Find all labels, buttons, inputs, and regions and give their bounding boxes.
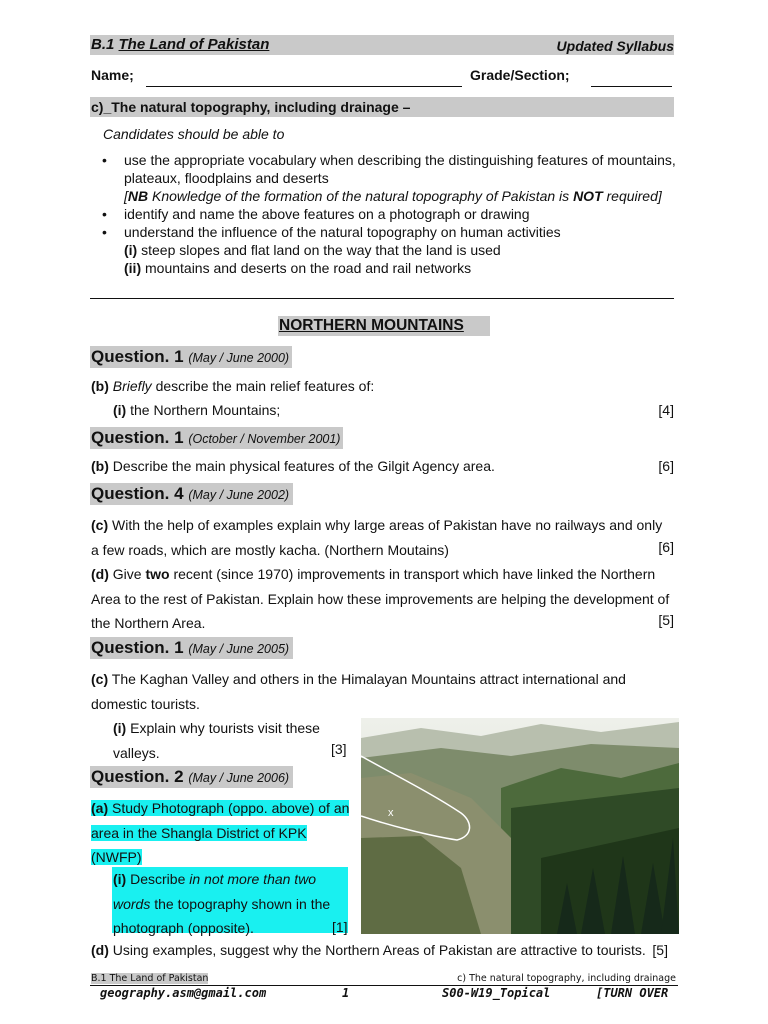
footer-right-small: c) The natural topography, including drainage bbox=[457, 973, 676, 984]
divider bbox=[90, 298, 674, 299]
q2-heading: Question. 1 (October / November 2001) bbox=[91, 428, 341, 447]
page-title bbox=[91, 36, 269, 53]
q5-d-marks: [5] bbox=[652, 942, 668, 958]
unit-title: The Land of Pakistan bbox=[118, 36, 270, 53]
unit-code: B.1 bbox=[91, 36, 115, 53]
q3-c-marks: [6] bbox=[658, 539, 674, 555]
nb-note: [NB Knowledge of the formation of the natural topography of Pakistan is NOT required] bbox=[124, 188, 662, 204]
q3-heading: Question. 4 (May / June 2002) bbox=[91, 484, 290, 503]
grade-label: Grade/Section; bbox=[470, 67, 570, 83]
q5-a: (a) Study Photograph (oppo. above) of an area in the Shangla District of KPK (NWFP) bbox=[91, 800, 350, 865]
syllabus-label: Updated Syllabus bbox=[556, 38, 674, 54]
q4-heading: Question. 1 (May / June 2005) bbox=[91, 638, 290, 657]
q5-i: (i) Describe in not more than two words the topography shown in the photograph (opposite). bbox=[113, 871, 331, 936]
q2-b: (b) Describe the main physical features of the Gilgit Agency area. bbox=[91, 458, 495, 474]
objective-3-i: (i) steep slopes and flat land on the way that the land is used bbox=[124, 242, 501, 258]
topic-heading: c)_The natural topography, including drainage – bbox=[91, 99, 411, 115]
q2-marks: [6] bbox=[658, 458, 674, 474]
q4-i: (i) Explain why tourists visit these valleys. bbox=[113, 720, 320, 761]
photo-marker: x bbox=[388, 807, 394, 819]
grade-field[interactable] bbox=[591, 86, 672, 87]
footer-email: geography.asm@gmail.com bbox=[100, 986, 267, 1000]
q3-c: (c) With the help of examples explain why large areas of Pakistan have no railways and only a few roads, which are mostly kacha. (Northern Moutains) (d) Give two recent (since 1970) improvements in transport which have linked the Northern Area to the rest of Pakistan. Explain how these improvements are helping the development of the Northern Area. bbox=[91, 517, 670, 631]
q4-c: (c) The Kaghan Valley and others in the Himalayan Mountains attract international and domestic tourists. bbox=[91, 671, 626, 712]
section-title: NORTHERN MOUNTAINS bbox=[279, 317, 464, 334]
objective-1: • use the appropriate vocabulary when describing the distinguishing features of mountains, plateaux, floodplains and deserts [NB Knowledge of the formation of the natural topography of Pakistan is NOT required] bbox=[124, 151, 684, 205]
mountain-landscape-image bbox=[361, 718, 679, 934]
q1-heading: Question. 1 (May / June 2000) bbox=[91, 347, 290, 366]
q5-d: (d) Using examples, suggest why the Northern Areas of Pakistan are attractive to tourists. bbox=[91, 942, 646, 958]
q5-i-marks: [1] bbox=[332, 919, 348, 935]
q1-i: (i) the Northern Mountains; bbox=[113, 402, 281, 418]
name-field[interactable] bbox=[146, 86, 462, 87]
shangla-photo bbox=[361, 718, 679, 934]
page-number: 1 bbox=[342, 986, 350, 1000]
q1-marks: [4] bbox=[658, 402, 674, 418]
q4-marks: [3] bbox=[331, 741, 347, 757]
objective-list bbox=[124, 151, 684, 277]
q5-heading: Question. 2 (May / June 2006) bbox=[91, 767, 290, 786]
objective-3: • understand the influence of the natural topography on human activities (i) steep slopes and flat land on the way that the land is used (ii) mountains and deserts on the road and rail networks bbox=[124, 223, 684, 277]
topic-intro: Candidates should be able to bbox=[103, 126, 285, 142]
name-label: Name; bbox=[91, 67, 134, 83]
footer-code: S00-W19_Topical bbox=[442, 986, 551, 1000]
q1-b: (b) Briefly describe the main relief features of: bbox=[91, 378, 375, 394]
turn-over: [TURN OVER bbox=[596, 986, 669, 1000]
footer-left-small: B.1 The Land of Pakistan bbox=[91, 973, 209, 984]
q3-d-marks: [5] bbox=[658, 612, 674, 628]
objective-2: • identify and name the above features on a photograph or drawing bbox=[124, 205, 684, 223]
objective-3-ii: (ii) mountains and deserts on the road and rail networks bbox=[124, 260, 472, 276]
